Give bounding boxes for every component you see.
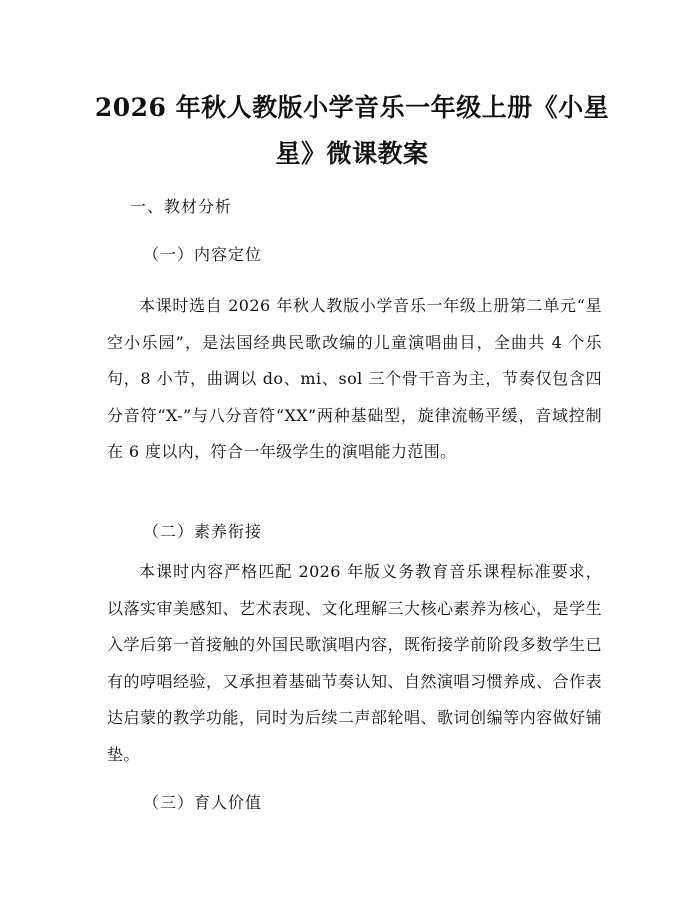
subsection-heading-literacy-connection: （二）素养衔接 xyxy=(143,522,263,541)
document-title-line-1: 2026 年秋人教版小学音乐一年级上册《小星 xyxy=(94,93,610,122)
document-title-line-2: 星》微课教案 xyxy=(275,139,429,168)
paragraph-content-positioning: 本课时选自 2026 年秋人教版小学音乐一年级上册第二单元“星空小乐园”，是法国经典民歌改编的儿童演唱曲目，全曲共 4 个乐句，8 小节，曲调以 do、mi、sol 三个骨干音为主，节奏仅包含四分音符“X-”与八分音符“XX”两种基础型，旋律流畅平缓，音域控制在 6 度以内，符合一年级学生的演唱能力范围。 xyxy=(107,296,602,462)
paragraph-literacy-connection: 本课时内容严格匹配 2026 年版义务教育音乐课程标准要求，以落实审美感知、艺术表现、文化理解三大核心素养为核心，是学生入学后第一首接触的外国民歌演唱内容，既衔接学前阶段多数学生已有的哼唱经验，又承担着基础节奏认知、自然演唱习惯养成、合作表达启蒙的教学功能，同时为后续二声部轮唱、歌词创编等内容做好铺垫。 xyxy=(107,562,602,764)
subsection-heading-content-positioning: （一）内容定位 xyxy=(143,245,263,264)
section-heading-textbook-analysis: 一、教材分析 xyxy=(130,197,233,216)
subsection-heading-educational-value: （三）育人价值 xyxy=(143,793,263,812)
